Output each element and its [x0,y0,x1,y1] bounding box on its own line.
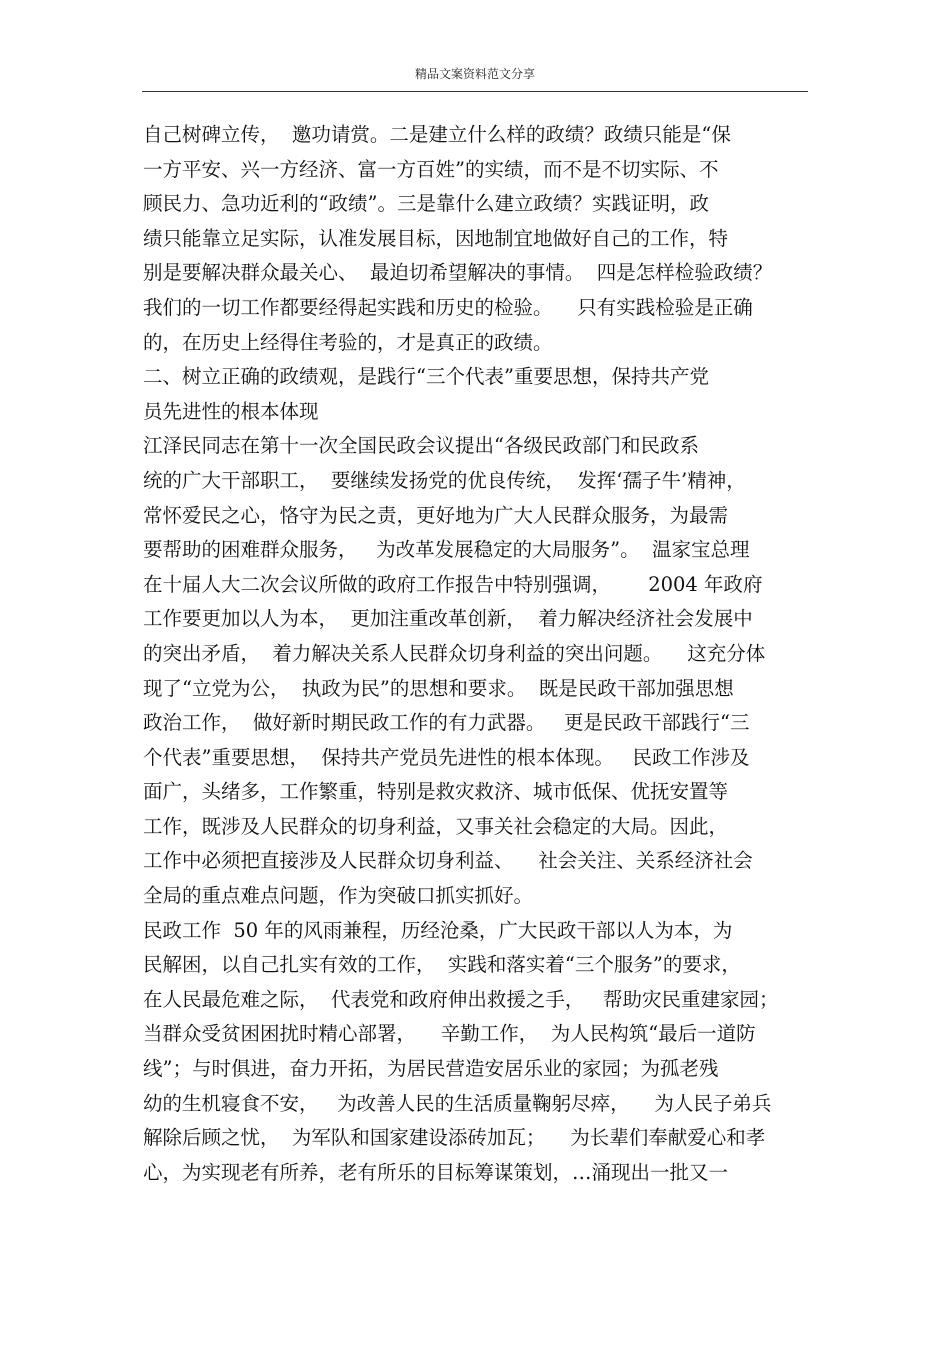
text-line: 的，在历史上经得住考验的，才是真正的政绩。 [143,330,553,354]
text-line: 江泽民同志在第十一次全国民政会议提出“各级民政部门和民政系 [143,434,699,458]
text-line: 工作要更加以人为本， 更加注重改革创新， 着力解决经济社会发展中 [143,607,753,631]
text-line: 当群众受贫困困扰时精心部署， 辛勤工作， 为人民构筑“最后一道防 [143,1022,756,1046]
text-line: 政治工作， 做好新时期民政工作的有力武器。 更是民政干部践行“三 [143,711,750,735]
text-line: 个代表”重要思想， 保持共产党员先进性的根本体现。 民政工作涉及 [143,745,750,769]
text-line: 的突出矛盾， 着力解决关系人民群众切身利益的突出问题。 这充分体 [143,641,766,665]
section-heading: 员先进性的根本体现 [143,399,319,423]
text-line: 面广，头绪多，工作繁重，特别是救灾救济、城市低保、优抚安置等 [143,780,729,804]
document-body [143,118,823,1190]
section-heading: 二、树立正确的政绩观，是践行“三个代表”重要思想，保持共产党 [143,365,709,389]
text-line: 心，为实现老有所养，老有所乐的目标筹谋策划，…涌现出一批又一 [143,1160,729,1184]
text-line: 解除后顾之忧， 为军队和国家建设添砖加瓦； 为长辈们奉献爱心和孝 [143,1126,766,1150]
text-line: 顾民力、急功近利的“政绩”。三是靠什么建立政绩？实践证明，政 [143,192,709,216]
text-line: 民解困，以自己扎实有效的工作， 实践和落实着“三个服务”的要求， [143,953,741,977]
text-line: 全局的重点难点问题，作为突破口抓实抓好。 [143,884,534,908]
page-header: 精品文案资料范文分享 [414,67,535,81]
text-line: 现了“立党为公， 执政为民”的思想和要求。 既是民政干部加强思想 [143,676,734,700]
text-line: 自己树碑立传， 邀功请赏。二是建立什么样的政绩？政绩只能是“保 [143,123,731,146]
text-line: 绩只能靠立足实际，认准发展目标，因地制宜地做好自己的工作，特 [143,226,729,250]
text-line: 工作，既涉及人民群众的切身利益，又事关社会稳定的大局。因此， [143,814,729,838]
text-line: 一方平安、兴一方经济、富一方百姓”的实绩，而不是不切实际、不 [143,157,719,181]
text-line: 线”；与时俱进，奋力开拓，为居民营造安居乐业的家园；为孤老残 [143,1057,719,1081]
text-line: 在人民最危难之际， 代表党和政府伸出救援之手， 帮助灾民重建家园； [143,987,779,1011]
text-line: 在十届人大二次会议所做的政府工作报告中特别强调， 2004 年政府 [143,572,763,596]
text-line: 我们的一切工作都要经得起实践和历史的检验。 只有实践检验是正确 [143,295,753,319]
text-line: 统的广大干部职工， 要继续发扬党的优良传统， 发挥‘孺子牛’精神， [143,468,746,492]
text-line: 别是要解决群众最关心、 最迫切希望解决的事情。 四是怎样检验政绩？ [143,261,773,285]
header-divider [142,91,808,92]
text-line: 要帮助的困难群众服务， 为改革发展稳定的大局服务”。 温家宝总理 [143,538,750,562]
text-line: 民政工作 50 年的风雨兼程，历经沧桑，广大民政干部以人为本，为 [143,918,733,942]
text-line: 常怀爱民之心，恪守为民之责，更好地为广大人民群众服务，为最需 [143,503,729,527]
text-line: 幼的生机寝食不安， 为改善人民的生活质量鞠躬尽瘁， 为人民子弟兵 [143,1091,772,1115]
text-line: 工作中必须把直接涉及人民群众切身利益、 社会关注、关系经济社会 [143,849,753,873]
